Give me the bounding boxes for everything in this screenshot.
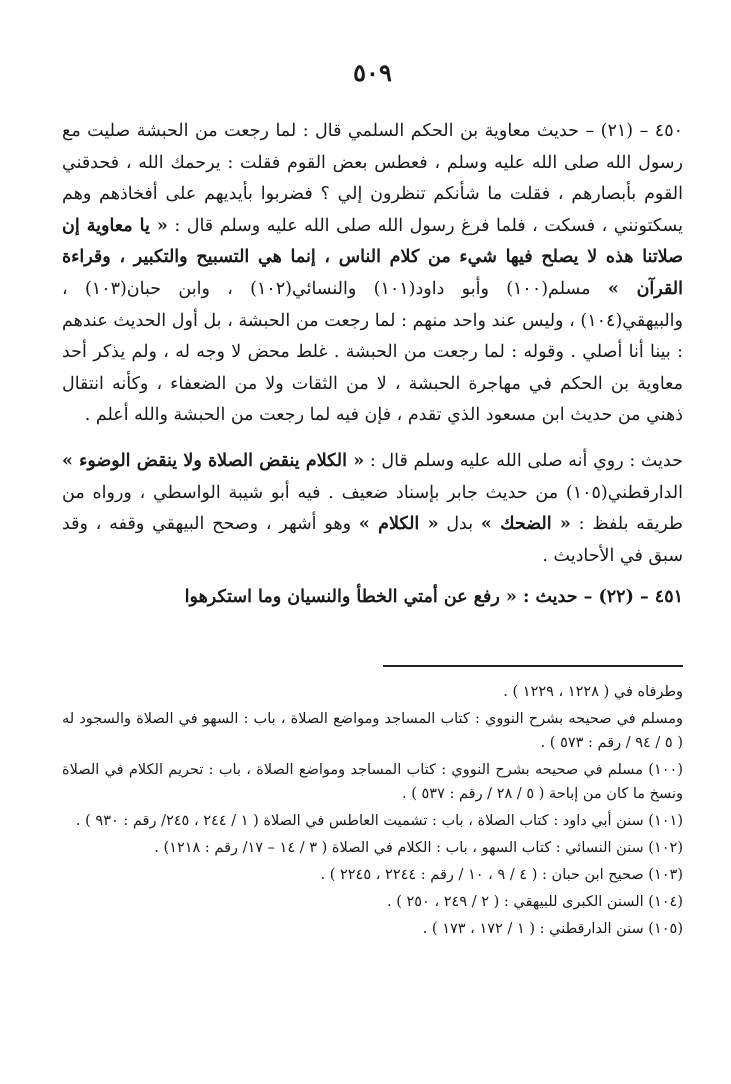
footnote-item: (١٠٣) صحيح ابن حبان : ( ٤ / ٩ ، ١٠ / رقم : ٢٢٤٤ ، ٢٢٤٥ ) . (320, 867, 683, 883)
footnote-item: (١٠٤) السنن الكبرى للبيهقي : ( ٢ / ٢٤٩ ، ٢٥٠ ) . (387, 894, 683, 910)
footnotes (62, 680, 683, 944)
hadith-450-takhrij: مسلم(١٠٠) وأبو داود(١٠١) والنسائي(١٠٢) ، وابن حبان(١٠٣) ، والبيهقي(١٠٤) ، وليس عند واحد منهم : لما رجعت من الحبشة ، بل أول الحديث عندهم : بينا أنا أصلي . وقوله : لما رجعت من الحبشة . غلط محض لا وجه له ، ولم يذكر أحد معاوية بن الحكم في مهاجرة الحبشة ، لا من الثقات ولا من الضعفاء ، وكأنه انتقال ذهني من حديث ابن مسعود الذي تقدم ، فإن فيه لما رجعت من الحبشة والله أعلم . (62, 278, 683, 426)
footnote-item: ومسلم في صحيحه بشرح النووي : كتاب المساجد ومواضع الصلاة ، باب : السهو في الصلاة والسجود له ( ٥ / ٩٤ / رقم : ٥٧٣ ) . (62, 711, 683, 751)
main-text (62, 116, 683, 614)
footnote-item: (١٠١) سنن أبي داود : كتاب الصلاة ، باب : تشميت العاطس في الصلاة ( ١ / ٢٤٤ ، ٢٤٥/ رقم : ٩٣٠ ) . (75, 813, 683, 829)
hadith-kalam-intro: حديث : روي أنه صلى الله عليه وسلم قال : (369, 450, 683, 471)
hadith-kalam-paragraph (62, 446, 683, 572)
footnote-separator (383, 665, 683, 667)
hadith-kalam-quote: « الكلام ينقض الصلاة ولا ينقض الوضوء » (62, 450, 365, 471)
footnote-item: وطرفاه في ( ١٢٢٨ ، ١٢٢٩ ) . (503, 684, 683, 700)
footnote-item: (١٠٠) مسلم في صحيحه بشرح النووي : كتاب المساجد ومواضع الصلاة ، باب : تحريم الكلام في الصلاة ونسخ ما كان من إباحة ( ٥ / ٢٨ / رقم : ٥٣٧ ) . (62, 762, 683, 802)
hadith-kalam-word-kalam: « الكلام » (358, 514, 439, 535)
hadith-kalam-word-dahik: « الضحك » (480, 514, 571, 535)
footnote-item: (١٠٢) سنن النسائي : كتاب السهو ، باب : الكلام في الصلاة ( ٣ / ١٤ – ١٧/ رقم : ١٢١٨) . (154, 840, 683, 856)
hadith-451-heading: ٤٥١ – (٢٢) – حديث : « رفع عن أمتي الخطأ والنسيان وما استكرهوا (184, 587, 683, 608)
hadith-450-paragraph (62, 116, 683, 432)
hadith-kalam-badal: بدل (446, 514, 474, 535)
hadith-450-quote: « يا معاوية إن صلاتنا هذه لا يصلح فيها شيء من كلام الناس ، إنما هي التسبيح والتكبير ، وقراءة القرآن » (62, 215, 683, 299)
hadith-kalam-takhrij: الدارقطني(١٠٥) من حديث جابر بإسناد ضعيف . فيه أبو شيبة الواسطي ، ورواه من طريقه بلفظ : (62, 482, 683, 535)
footnote-item: (١٠٥) سنن الدارقطني : ( ١ / ١٧٢ ، ١٧٣ ) . (422, 921, 683, 937)
hadith-450-opening: ٤٥٠ – (٢١) – حديث معاوية بن الحكم السلمي قال : لما رجعت من الحبشة صليت مع رسول الله صلى الله عليه وسلم ، فعطس بعض القوم فقلت : يرحمك الله ، فحدقني القوم بأبصارهم ، فقلت ما شأنكم تنظرون إلي ؟ فضربوا بأيديهم على أفخاذهم وهم يسكتونني ، فسكت ، فلما فرغ رسول الله صلى الله عليه وسلم قال : (62, 121, 683, 236)
book-page (62, 0, 683, 1084)
hadith-kalam-ending: وهو أشهر ، وصحح البيهقي وقفه ، وقد سبق في الأحاديث . (62, 514, 683, 566)
page-number: ٥٠٩ (353, 58, 392, 87)
